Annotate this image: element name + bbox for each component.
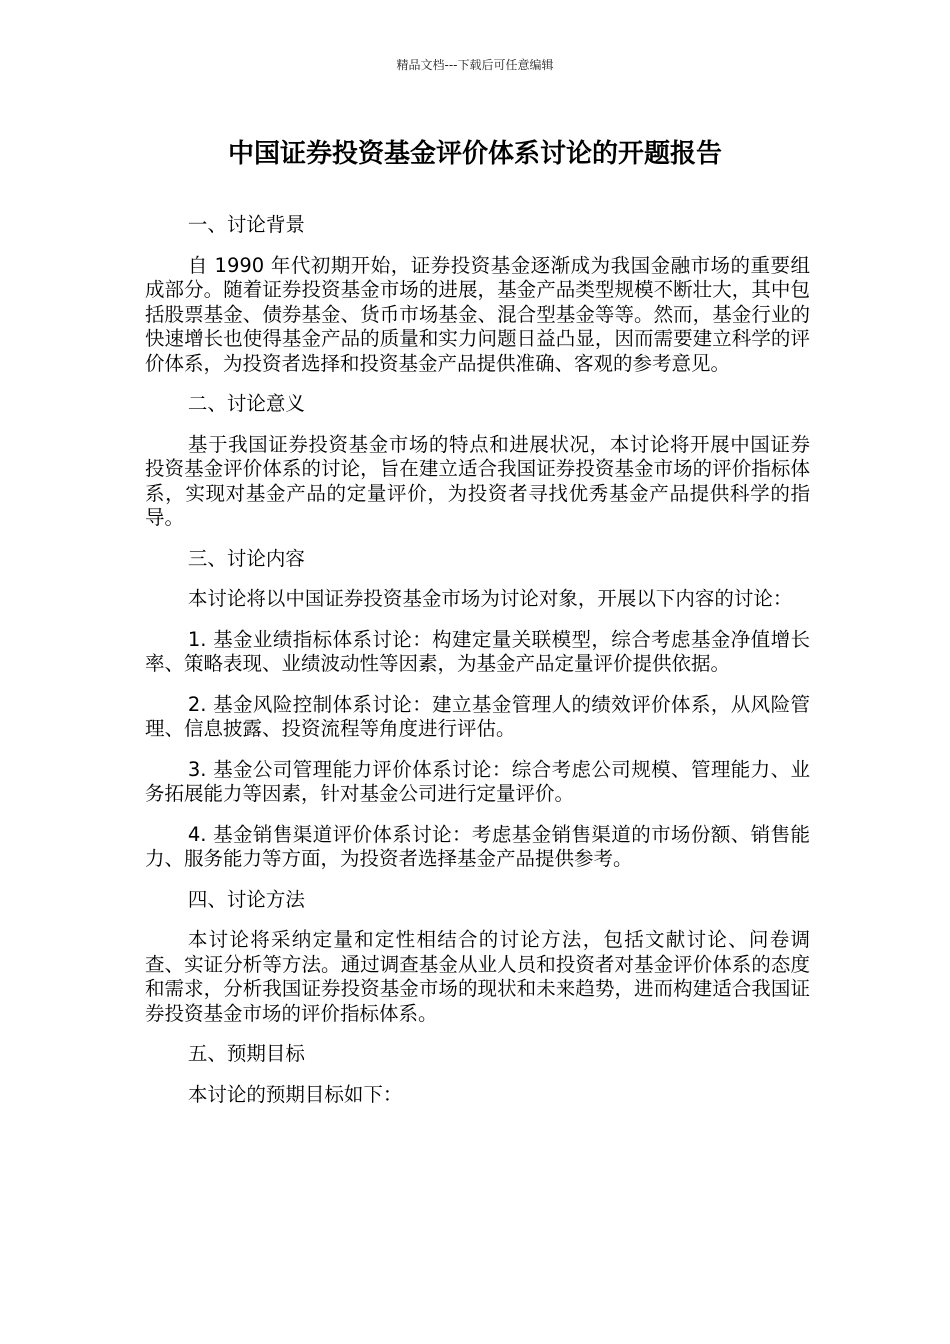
section-heading-goals: 五、预期目标 [187, 1042, 305, 1065]
list-item-sales-channel: 4. 基金销售渠道评价体系讨论：考虑基金销售渠道的市场份额、销售能力、服务能力等方面，为投资者选择基金产品提供参考。 [145, 822, 810, 870]
document-body [145, 213, 810, 1123]
paragraph-content-intro: 本讨论将以中国证券投资基金市场为讨论对象，开展以下内容的讨论： [187, 587, 793, 610]
section-heading-significance: 二、讨论意义 [187, 392, 305, 415]
list-item-management: 3. 基金公司管理能力评价体系讨论：综合考虑公司规模、管理能力、业务拓展能力等因素，针对基金公司进行定量评价。 [145, 757, 810, 805]
list-item-risk-control: 2. 基金风险控制体系讨论：建立基金管理人的绩效评价体系，从风险管理、信息披露、投资流程等角度进行评估。 [145, 692, 810, 740]
header-note: 精品文档---下载后可任意编辑 [396, 58, 554, 72]
list-item-performance: 1. 基金业绩指标体系讨论：构建定量关联模型，综合考虑基金净值增长率、策略表现、业绩波动性等因素，为基金产品定量评价提供依据。 [145, 627, 810, 675]
paragraph-background: 自 1990 年代初期开始，证券投资基金逐渐成为我国金融市场的重要组成部分。随着证券投资基金市场的进展，基金产品类型规模不断壮大，其中包括股票基金、债券基金、货币市场基金、混合型基金等等。然而，基金行业的快速增长也使得基金产品的质量和实力问题日益凸显，因而需要建立科学的评价体系，为投资者选择和投资基金产品提供准确、客观的参考意见。 [145, 253, 810, 375]
section-heading-background: 一、讨论背景 [187, 213, 305, 236]
section-heading-content: 三、讨论内容 [187, 546, 305, 570]
paragraph-method: 本讨论将采纳定量和定性相结合的讨论方法，包括文献讨论、问卷调查、实证分析等方法。通过调查基金从业人员和投资者对基金评价体系的态度和需求，分析我国证券投资基金市场的现状和未来趋势，进而构建适合我国证券投资基金市场的评价指标体系。 [145, 928, 810, 1025]
section-heading-method: 四、讨论方法 [187, 887, 305, 911]
document-title: 中国证券投资基金评价体系讨论的开题报告 [227, 139, 722, 169]
paragraph-goals: 本讨论的预期目标如下： [187, 1082, 403, 1106]
paragraph-significance: 基于我国证券投资基金市场的特点和进展状况，本讨论将开展中国证券投资基金评价体系的讨论，旨在建立适合我国证券投资基金市场的评价指标体系，实现对基金产品的定量评价，为投资者寻找优秀基金产品提供科学的指导。 [145, 432, 810, 529]
